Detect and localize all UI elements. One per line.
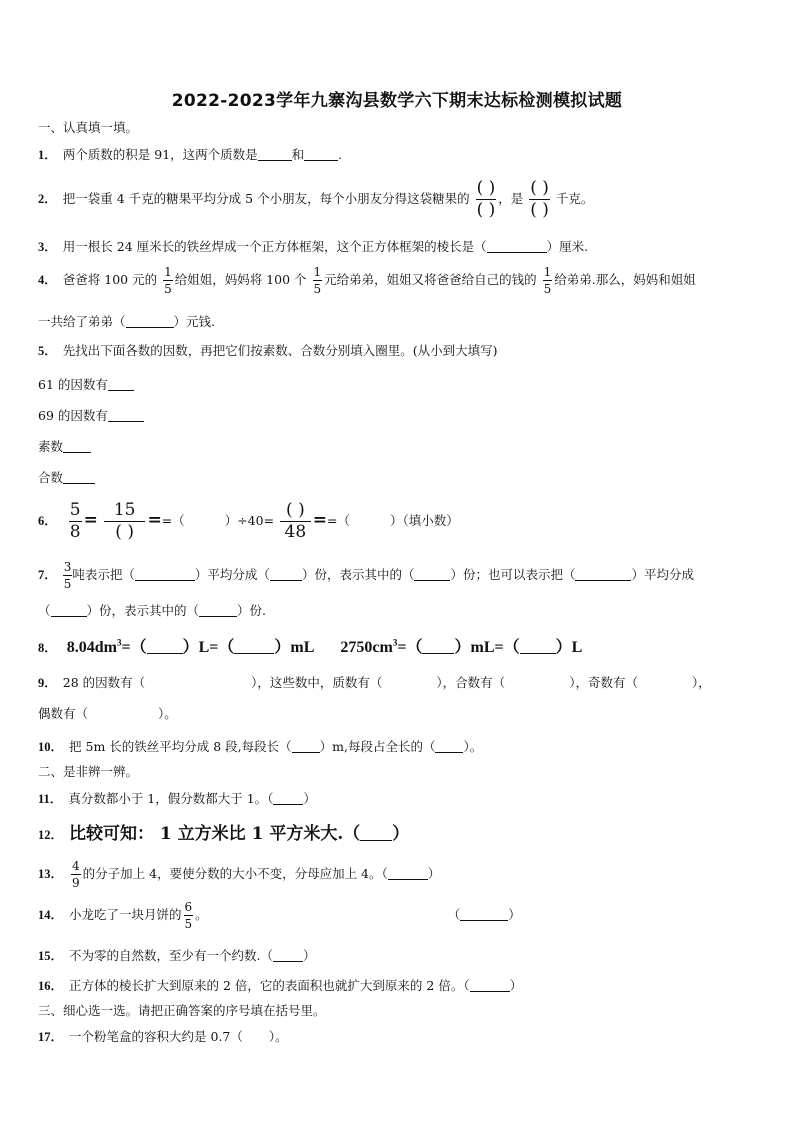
question-11: 11． 真分数都小于 1，假分数都大于 1。（ ） [38,791,316,806]
section-heading-1: 一、认真填一填。 [38,120,139,135]
fraction: $\frac{1}{5}$ [313,265,322,296]
question-text: 一共给了弟弟（ [38,314,126,329]
answer-blank[interactable] [273,792,303,805]
question-3 [38,240,588,254]
question-text: 给姐姐，妈妈将 100 个 [174,272,307,287]
page-title: 2022-2023学年九寨沟县数学六下期末达标检测模拟试题 [171,91,623,111]
answer-blank[interactable] [575,568,631,581]
question-number: 17． [38,1030,64,1044]
answer-blank[interactable] [414,568,450,581]
answer-blank[interactable] [388,867,428,880]
question-5-line-2: 69 的因数有 [38,409,144,423]
question-number: 13． [38,867,64,881]
question-13: 13． $\frac{4}{9}$ 的分子加上 4，要使分数的大小不变，分母应加上 4。（ ） [38,859,441,890]
question-14: 14． 小龙吃了一块月饼的 $\frac{6}{5}$ 。 （ ） [38,900,521,931]
answer-blank[interactable] [273,949,303,962]
question-text: ）厘米. [546,239,589,254]
question-10: 10． 把 5m 长的铁丝平均分成 8 段,每段长（ ）m,每段占全长的（ ）。 [38,739,483,754]
question-number: 5． [38,344,57,358]
fraction: $\frac{4}{9}$ [72,859,80,890]
question-number: 15． [38,949,64,963]
question-number: 11． [38,792,63,806]
question-9-continued: 偶数有（ ）。 [38,706,177,721]
question-2 [38,180,593,219]
fraction: $\frac{1}{5}$ [164,265,172,296]
question-5-line-4: 合数 [38,471,95,485]
answer-blank[interactable] [270,568,302,581]
question-text: 爸爸将 100 元的 [62,272,158,287]
question-number: 8． [38,641,57,656]
question-number: 12． [38,828,64,842]
answer-blank[interactable] [147,641,183,654]
answer-blank[interactable] [126,315,174,328]
question-text: 先找出下面各数的因数，再把它们按素数、合数分别填入圈里。(从小到大填写) [62,343,498,358]
fraction: $\frac{6}{5}$ [184,900,193,931]
question-number: 14． [38,908,64,922]
question-text: 和 [291,147,305,162]
answer-blank[interactable] [258,148,292,161]
question-text: 元给弟弟，姐姐又将爸爸给自己的钱的 [324,272,537,287]
question-6: 6． $\frac{5}{8}$ = $\frac{15}{( )}$ ==（ ）÷40= $\frac{( )}{48}$ ==（ ）（填小数） [38,500,459,542]
question-text: 把一袋重 4 千克的糖果平均分成 5 个小朋友，每个小朋友分得这袋糖果的 [62,191,470,206]
fraction-blank[interactable]: $\frac{( )}{48}$ [280,502,311,541]
question-7: 7． $\frac{3}{5}$ 吨表示把（ ）平均分成（ ）份，表示其中的（ ）份；也可以表示把（ ）平均分成 [38,560,694,591]
question-16: 16． 正方体的棱长扩大到原来的 2 倍，它的表面积也就扩大到原来的 2 倍。（ ） [38,978,523,993]
fraction-blank[interactable]: $\frac{15}{( )}$ [104,502,146,541]
answer-blank[interactable] [199,604,237,617]
question-12: 12． 比较可知： 1 立方米比 1 平方米大.（ ） [38,824,410,844]
question-5-line-3: 素数 [38,440,91,454]
answer-blank[interactable] [108,409,144,422]
question-17: 17． 一个粉笔盒的容积大约是 0.7（ ）。 [38,1029,288,1044]
question-text: 用一根长 24 厘米长的铁丝焊成一个正方体框架，这个正方体框架的棱长是（ [62,239,487,254]
answer-blank[interactable] [487,240,547,253]
question-5 [38,345,498,358]
answer-blank[interactable] [360,828,392,841]
answer-blank[interactable] [304,148,338,161]
answer-blank[interactable] [234,641,274,654]
question-number: 1． [38,148,57,162]
fraction-blank[interactable]: $\frac{( )}{( )}$ [530,178,549,220]
answer-blank[interactable] [292,740,320,753]
question-4-continued [38,315,215,329]
fraction: $\frac{1}{5}$ [543,265,552,296]
fraction: $\frac{3}{5}$ [63,560,72,591]
section-heading-2: 二、是非辨一辨。 [38,764,139,779]
question-number: 6． [38,514,57,528]
answer-blank[interactable] [63,471,95,484]
question-text: . [338,147,343,162]
answer-blank[interactable] [435,740,463,753]
question-text: ）元钱. [173,314,215,329]
question-number: 10． [38,740,64,754]
question-7-continued: （ ）份，表示其中的（ ）份. [38,603,267,618]
answer-blank[interactable] [460,908,508,921]
question-number: 7． [38,568,57,582]
question-15: 15． 不为零的自然数，至少有一个约数.（ ） [38,948,316,963]
answer-blank[interactable] [63,440,91,453]
question-number: 4． [38,273,57,287]
question-4 [38,266,696,295]
question-9: 9． 28 的因数有（ ），这些数中，质数有（ ），合数有（ ），奇数有（ ）， [38,675,711,690]
question-number: 2． [38,192,57,206]
fraction-blank[interactable]: $\frac{( )}{( )}$ [476,178,496,220]
question-number: 16． [38,979,64,993]
question-number: 9． [38,676,57,690]
question-text: 给弟弟.那么，妈妈和姐姐 [554,272,696,287]
question-8: 8． $8.04dm^3=$（ ）L=（ ）mL $2750cm^3=$（ ）mL=（ ）L [38,638,583,657]
answer-blank[interactable] [135,568,195,581]
answer-blank[interactable] [422,641,454,654]
question-1 [38,148,342,162]
section-heading-3: 三、细心选一选。请把正确答案的序号填在括号里。 [38,1003,326,1018]
question-5-line-1: 61 的因数有 [38,378,134,392]
answer-blank[interactable] [108,378,134,391]
answer-blank[interactable] [520,641,556,654]
fraction: $\frac{5}{8}$ [69,500,81,542]
question-number: 3． [38,240,57,254]
answer-blank[interactable] [51,604,87,617]
question-text: ，是 [498,191,524,206]
question-text: 千克。 [555,191,594,206]
question-text: 两个质数的积是 91，这两个质数是 [62,147,258,162]
answer-blank[interactable] [470,979,510,992]
